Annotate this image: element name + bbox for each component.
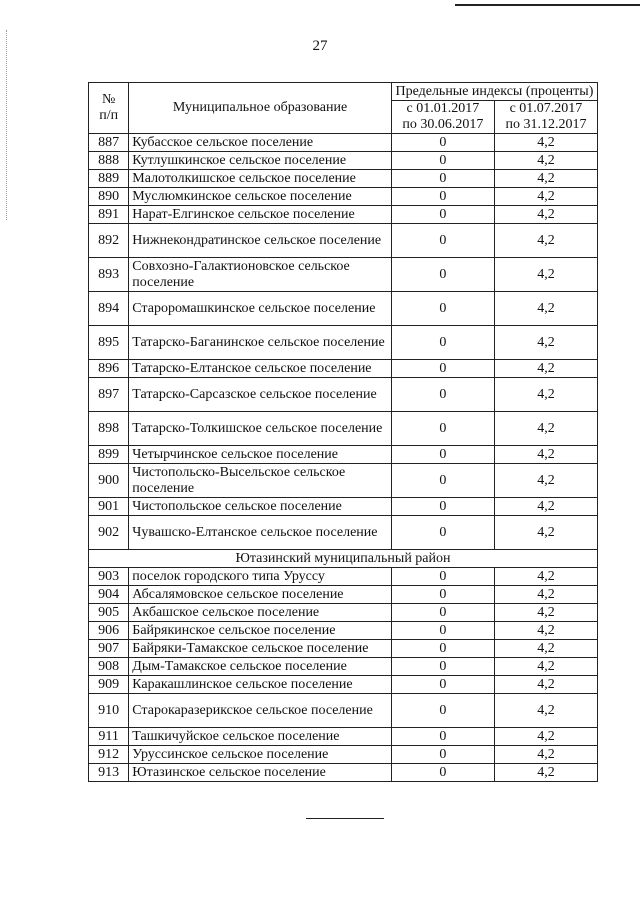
index-period-1: 0 — [391, 464, 494, 498]
header-period-1: с 01.01.2017 по 30.06.2017 — [391, 101, 494, 134]
index-period-2: 4,2 — [494, 746, 597, 764]
municipality-name: Нижнекондратинское сельское поселение — [129, 224, 392, 258]
municipality-name: Дым-Тамакское сельское поселение — [129, 658, 392, 676]
municipality-name: Кубасское сельское поселение — [129, 134, 392, 152]
table-row — [89, 516, 598, 550]
municipality-name: Акбашское сельское поселение — [129, 604, 392, 622]
index-period-1: 0 — [391, 622, 494, 640]
section-row — [89, 550, 598, 568]
header-number: № п/п — [89, 83, 129, 134]
municipality-name: Кутлушкинское сельское поселение — [129, 152, 392, 170]
index-period-2: 4,2 — [494, 152, 597, 170]
table-row — [89, 412, 598, 446]
row-number: 888 — [89, 152, 129, 170]
header-municipality: Муниципальное образование — [129, 83, 392, 134]
index-period-1: 0 — [391, 292, 494, 326]
row-number: 889 — [89, 170, 129, 188]
table-row — [89, 586, 598, 604]
row-number: 893 — [89, 258, 129, 292]
index-period-2: 4,2 — [494, 292, 597, 326]
row-number: 907 — [89, 640, 129, 658]
municipality-name: Чувашско-Елтанское сельское поселение — [129, 516, 392, 550]
index-period-1: 0 — [391, 746, 494, 764]
index-period-1: 0 — [391, 446, 494, 464]
table-row — [89, 764, 598, 782]
municipality-name: Каракашлинское сельское поселение — [129, 676, 392, 694]
index-period-2: 4,2 — [494, 464, 597, 498]
index-period-2: 4,2 — [494, 640, 597, 658]
index-period-2: 4,2 — [494, 188, 597, 206]
index-period-2: 4,2 — [494, 728, 597, 746]
municipality-name: Малотолкишское сельское поселение — [129, 170, 392, 188]
index-period-2: 4,2 — [494, 622, 597, 640]
row-number: 913 — [89, 764, 129, 782]
municipality-name: Татарско-Сарсазское сельское поселение — [129, 378, 392, 412]
municipality-name: поселок городского типа Уруссу — [129, 568, 392, 586]
table-row — [89, 292, 598, 326]
row-number: 895 — [89, 326, 129, 360]
header-period-2: с 01.07.2017 по 31.12.2017 — [494, 101, 597, 134]
index-period-1: 0 — [391, 360, 494, 378]
table-row — [89, 326, 598, 360]
index-period-2: 4,2 — [494, 412, 597, 446]
index-period-1: 0 — [391, 378, 494, 412]
index-period-1: 0 — [391, 188, 494, 206]
index-period-2: 4,2 — [494, 694, 597, 728]
table-row — [89, 622, 598, 640]
table-row — [89, 188, 598, 206]
row-number: 891 — [89, 206, 129, 224]
index-period-1: 0 — [391, 728, 494, 746]
table-row — [89, 640, 598, 658]
table-row — [89, 728, 598, 746]
table-row — [89, 568, 598, 586]
municipality-name: Ютазинское сельское поселение — [129, 764, 392, 782]
table-row — [89, 224, 598, 258]
municipality-name: Совхозно-Галактионовское сельское поселение — [129, 258, 392, 292]
table-row — [89, 604, 598, 622]
row-number: 894 — [89, 292, 129, 326]
table-row — [89, 170, 598, 188]
table-row — [89, 446, 598, 464]
index-period-2: 4,2 — [494, 326, 597, 360]
index-period-2: 4,2 — [494, 378, 597, 412]
row-number: 901 — [89, 498, 129, 516]
row-number: 887 — [89, 134, 129, 152]
index-period-2: 4,2 — [494, 764, 597, 782]
table-row — [89, 258, 598, 292]
page-number: 27 — [312, 38, 328, 54]
bottom-rule — [306, 818, 384, 819]
municipality-name: Чистопольско-Высельское сельское поселение — [129, 464, 392, 498]
index-period-2: 4,2 — [494, 498, 597, 516]
table-row — [89, 676, 598, 694]
municipality-name: Нарат-Елгинское сельское поселение — [129, 206, 392, 224]
table-row — [89, 498, 598, 516]
municipality-name: Чистопольское сельское поселение — [129, 498, 392, 516]
municipality-name: Муслюмкинское сельское поселение — [129, 188, 392, 206]
index-period-2: 4,2 — [494, 516, 597, 550]
top-rule — [455, 4, 640, 6]
index-period-1: 0 — [391, 694, 494, 728]
row-number: 904 — [89, 586, 129, 604]
index-period-1: 0 — [391, 568, 494, 586]
row-number: 896 — [89, 360, 129, 378]
margin-mark — [6, 30, 7, 220]
index-period-1: 0 — [391, 676, 494, 694]
row-number: 902 — [89, 516, 129, 550]
header-indices-group: Предельные индексы (проценты) — [391, 83, 597, 101]
table-row — [89, 658, 598, 676]
index-period-1: 0 — [391, 658, 494, 676]
index-period-2: 4,2 — [494, 658, 597, 676]
index-period-1: 0 — [391, 206, 494, 224]
row-number: 903 — [89, 568, 129, 586]
row-number: 900 — [89, 464, 129, 498]
index-period-2: 4,2 — [494, 170, 597, 188]
index-period-1: 0 — [391, 412, 494, 446]
municipality-name: Четырчинское сельское поселение — [129, 446, 392, 464]
index-period-1: 0 — [391, 498, 494, 516]
index-period-2: 4,2 — [494, 568, 597, 586]
table-row — [89, 378, 598, 412]
table-body — [89, 134, 598, 782]
index-period-2: 4,2 — [494, 586, 597, 604]
municipality-name: Татарско-Толкишское сельское поселение — [129, 412, 392, 446]
municipality-name: Старокаразерикское сельское поселение — [129, 694, 392, 728]
index-period-2: 4,2 — [494, 676, 597, 694]
index-period-1: 0 — [391, 586, 494, 604]
index-period-2: 4,2 — [494, 258, 597, 292]
row-number: 892 — [89, 224, 129, 258]
index-period-1: 0 — [391, 516, 494, 550]
row-number: 905 — [89, 604, 129, 622]
table-row — [89, 206, 598, 224]
municipality-name: Татарско-Баганинское сельское поселение — [129, 326, 392, 360]
municipality-name: Ташкичуйское сельское поселение — [129, 728, 392, 746]
index-period-1: 0 — [391, 170, 494, 188]
index-period-1: 0 — [391, 258, 494, 292]
index-period-1: 0 — [391, 764, 494, 782]
row-number: 912 — [89, 746, 129, 764]
row-number: 906 — [89, 622, 129, 640]
index-period-2: 4,2 — [494, 206, 597, 224]
row-number: 898 — [89, 412, 129, 446]
indices-table — [88, 82, 598, 782]
index-period-1: 0 — [391, 640, 494, 658]
index-period-2: 4,2 — [494, 360, 597, 378]
index-period-1: 0 — [391, 604, 494, 622]
row-number: 909 — [89, 676, 129, 694]
index-period-2: 4,2 — [494, 446, 597, 464]
row-number: 911 — [89, 728, 129, 746]
index-period-2: 4,2 — [494, 224, 597, 258]
table-row — [89, 152, 598, 170]
municipality-name: Татарско-Елтанское сельское поселение — [129, 360, 392, 378]
index-period-2: 4,2 — [494, 604, 597, 622]
index-period-2: 4,2 — [494, 134, 597, 152]
table-row — [89, 360, 598, 378]
table-row — [89, 694, 598, 728]
table-row — [89, 464, 598, 498]
index-period-1: 0 — [391, 326, 494, 360]
table-row — [89, 746, 598, 764]
municipality-name: Уруссинское сельское поселение — [129, 746, 392, 764]
municipality-name: Староромашкинское сельское поселение — [129, 292, 392, 326]
row-number: 910 — [89, 694, 129, 728]
row-number: 890 — [89, 188, 129, 206]
row-number: 897 — [89, 378, 129, 412]
index-period-1: 0 — [391, 224, 494, 258]
municipality-name: Абсалямовское сельское поселение — [129, 586, 392, 604]
municipality-name: Байряки-Тамакское сельское поселение — [129, 640, 392, 658]
index-period-1: 0 — [391, 134, 494, 152]
row-number: 899 — [89, 446, 129, 464]
municipality-name: Байрякинское сельское поселение — [129, 622, 392, 640]
section-title: Ютазинский муниципальный район — [89, 550, 598, 568]
row-number: 908 — [89, 658, 129, 676]
index-period-1: 0 — [391, 152, 494, 170]
table-row — [89, 134, 598, 152]
